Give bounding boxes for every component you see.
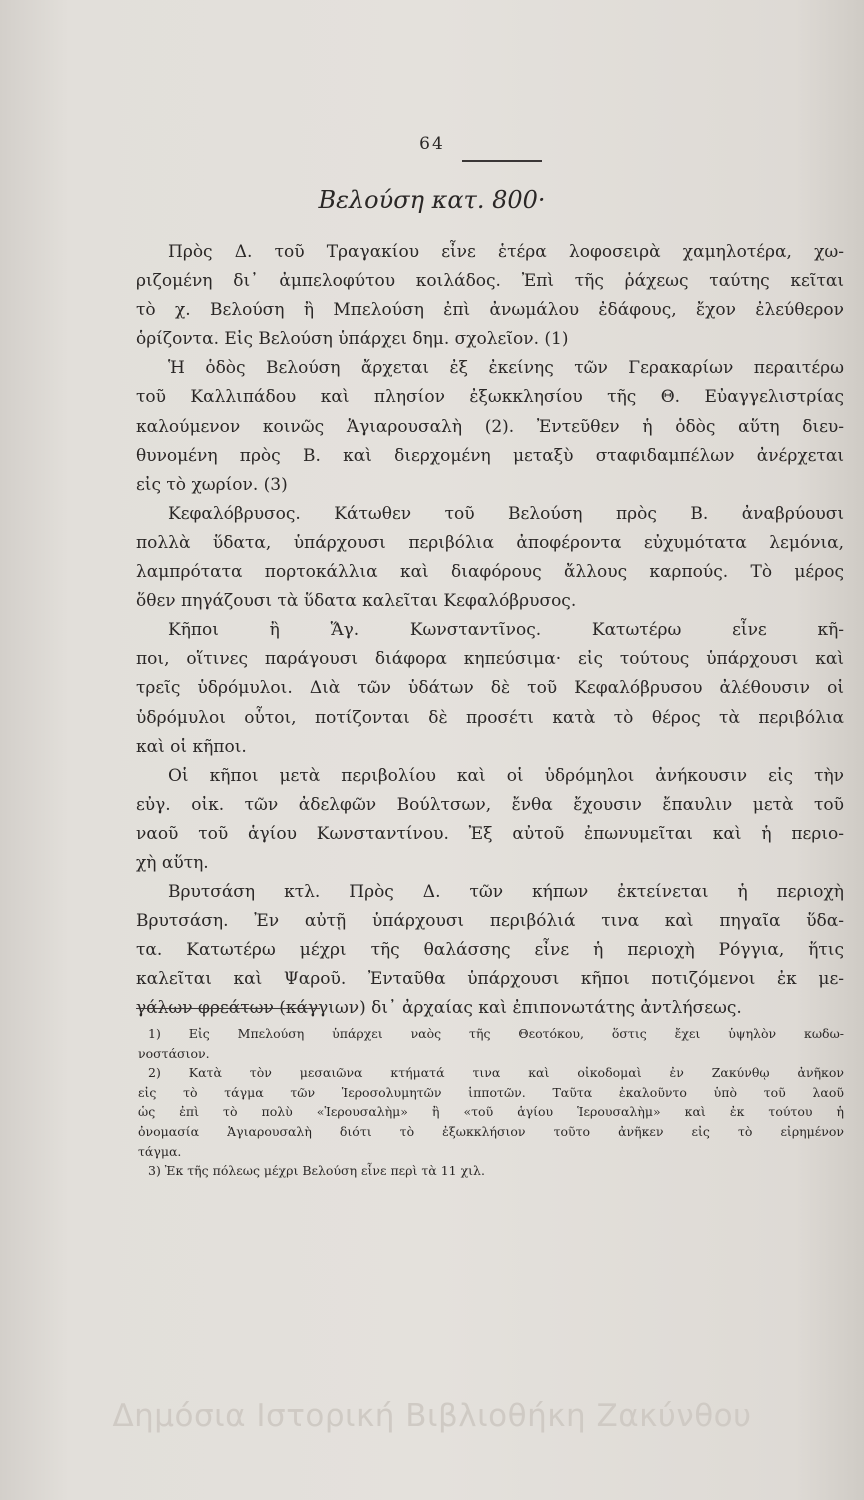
- body-line: ριζομένη δι᾽ ἀμπελοφύτου κοιλάδος. Ἐπὶ τῆς ῥάχεως ταύτης κεῖται: [136, 271, 844, 292]
- section-heading: Βελούση κατ. 800·: [318, 186, 546, 214]
- body-line: Βρυτσάση. Ἐν αὐτῇ ὑπάρχουσι περιβόλιά τινα καὶ πηγαῖα ὕδα-: [136, 911, 844, 932]
- library-watermark: Δημόσια Ιστορική Βιβλιοθήκη Ζακύνθου: [112, 1398, 752, 1434]
- body-line: καλούμενον κοινῶς Ἁγιαρουσαλὴ (2). Ἐντεῦθεν ἡ ὁδὸς αὕτη διευ-: [136, 416, 844, 437]
- body-line: ποι, οἵτινες παράγουσι διάφορα κηπεύσιμα· εἰς τούτους ὑπάρχουσι καὶ: [136, 649, 844, 670]
- body-line: χὴ αὕτη.: [136, 852, 209, 873]
- body-line: εἰς τὸ χωρίον. (3): [136, 474, 288, 495]
- footnote-line: τάγμα.: [138, 1143, 182, 1159]
- body-line: ὁρίζοντα. Εἰς Βελούση ὑπάρχει δημ. σχολεῖον. (1): [136, 329, 569, 350]
- body-line: ὑδρόμυλοι οὗτοι, ποτίζονται δὲ προσέτι κατὰ τὸ θέρος τὰ περιβόλια: [136, 707, 844, 728]
- body-line: εὐγ. οἰκ. τῶν ἀδελφῶν Βούλτσων, ἔνθα ἔχουσιν ἔπαυλιν μετὰ τοῦ: [136, 794, 844, 815]
- footnote-separator: [136, 1008, 320, 1009]
- body-line: Ἡ ὁδὸς Βελούση ἄρχεται ἐξ ἐκείνης τῶν Γερακαρίων περαιτέρω: [168, 358, 844, 379]
- body-line: τοῦ Καλλιπάδου καὶ πλησίον ἐξωκκλησίου τῆς Θ. Εὐαγγελιστρίας: [136, 387, 844, 408]
- footnote-line: νοστάσιον.: [138, 1045, 210, 1061]
- footnote-line: ὡς ἐπὶ τὸ πολὺ «Ἱερουσαλὴμ» ἢ «τοῦ ἁγίου Ἱερουσαλὴμ» καὶ ἐκ τούτου ἡ: [138, 1104, 844, 1120]
- body-line: θυνομένη πρὸς Β. καὶ διερχομένη μεταξὺ σταφιδαμπέλων ἀνέρχεται: [136, 445, 844, 466]
- footnote-line: ὀνομασία Ἁγιαρουσαλὴ διότι τὸ ἐξωκκλήσιον τοῦτο ἀνῆκεν εἰς τὸ εἰρημένον: [138, 1123, 844, 1139]
- body-line: ναοῦ τοῦ ἁγίου Κωνσταντίνου. Ἐξ αὐτοῦ ἐπωνυμεῖται καὶ ἡ περιο-: [136, 823, 844, 844]
- body-line: πολλὰ ὕδατα, ὑπάρχουσι περιβόλια ἀποφέροντα εὐχυμότατα λεμόνια,: [136, 532, 844, 553]
- body-line: τρεῖς ὑδρόμυλοι. Διὰ τῶν ὑδάτων δὲ τοῦ Κεφαλόβρυσου ἀλέθουσιν οἱ: [136, 678, 844, 699]
- body-line: Κεφαλόβρυσος. Κάτωθεν τοῦ Βελούση πρὸς Β. ἀναβρύουσι: [168, 503, 844, 524]
- body-line: Βρυτσάση κτλ. Πρὸς Δ. τῶν κήπων ἐκτείνεται ἡ περιοχὴ: [168, 882, 844, 903]
- body-line: τα. Κατωτέρω μέχρι τῆς θαλάσσης εἶνε ἡ περιοχὴ Ρόγγια, ἥτις: [136, 940, 844, 961]
- page-number: 64: [419, 134, 445, 154]
- body-text: [136, 238, 844, 1024]
- body-line: ὅθεν πηγάζουσι τὰ ὕδατα καλεῖται Κεφαλόβρυσος.: [136, 591, 577, 612]
- footnote-line: 3) Ἐκ τῆς πόλεως μέχρι Βελούση εἶνε περὶ τὰ 11 χιλ.: [148, 1163, 485, 1179]
- footnote-line: 1) Εἰς Μπελούση ὑπάρχει ναὸς τῆς Θεοτόκου, ὅστις ἔχει ὑψηλὸν κωδω-: [148, 1026, 844, 1041]
- body-line: Πρὸς Δ. τοῦ Τραγακίου εἶνε ἑτέρα λοφοσειρὰ χαμηλοτέρα, χω-: [168, 242, 844, 262]
- body-line: Οἱ κῆποι μετὰ περιβολίου καὶ οἱ ὑδρόμηλοι ἀνήκουσιν εἰς τὴν: [168, 765, 844, 786]
- page-number-rule: [462, 160, 542, 162]
- body-line: καὶ οἱ κῆποι.: [136, 736, 247, 757]
- footnotes: [138, 1024, 844, 1181]
- body-line: καλεῖται καὶ Ψαροῦ. Ἐνταῦθα ὑπάρχουσι κῆποι ποτιζόμενοι ἐκ με-: [136, 969, 844, 990]
- body-line: τὸ χ. Βελούση ἢ Μπελούση ἐπὶ ἀνωμάλου ἐδάφους, ἔχον ἐλεύθερον: [136, 300, 844, 321]
- body-line: γάλων φρεάτων (κάγγιων) δι᾽ ἀρχαίας καὶ ἐπιπονωτάτης ἀντλήσεως.: [136, 998, 742, 1019]
- body-line: λαμπρότατα πορτοκάλλια καὶ διαφόρους ἄλλους καρπούς. Τὸ μέρος: [136, 562, 844, 583]
- body-line: Κῆποι ἢ Ἅγ. Κωνσταντῖνος. Κατωτέρω εἶνε κῆ-: [168, 620, 844, 641]
- footnote-line: εἰς τὸ τάγμα τῶν Ἱεροσολυμητῶν ἱπποτῶν. Ταῦτα ἐκαλοῦντο ὑπὸ τοῦ λαοῦ: [138, 1084, 844, 1100]
- footnote-line: 2) Κατὰ τὸν μεσαιῶνα κτήματά τινα καὶ οἰκοδομαὶ ἐν Ζακύνθῳ ἀνῆκον: [148, 1065, 844, 1081]
